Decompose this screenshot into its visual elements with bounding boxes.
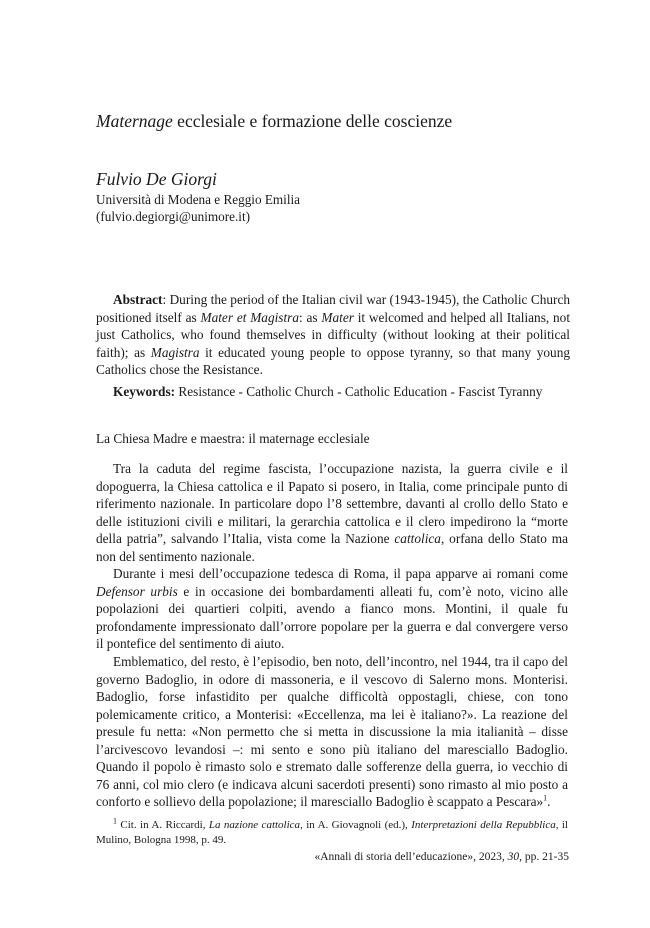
paragraph-2 [96,565,568,653]
abstract-text: : During the period of the Italian civil war (1943-1945), the Catholic Church positioned itself as [96,292,570,325]
footnote-text: Cit. in A. Riccardi, [117,819,209,831]
footnote-text: , in A. Giovagnoli (ed.), [300,819,412,831]
citation-volume: 30 [507,851,520,863]
abstract [96,291,570,379]
keywords-text: Resistance - Catholic Church - Catholic Education - Fascist Tyranny [175,384,543,399]
author-email: (fulvio.degiorgi@unimore.it) [96,209,251,224]
footnote-mark: 1 [113,816,117,826]
author-name: Fulvio De Giorgi [96,169,217,189]
author-affiliation: Università di Modena e Reggio Emilia [96,192,300,207]
abstract-text: : as [299,309,322,325]
title-rest: ecclesiale e formazione delle coscienze [172,111,453,131]
journal-citation [314,850,569,865]
abstract-italic: Magistra [150,344,200,360]
keywords-label: Keywords: [113,384,176,399]
paragraph-text: Tra la caduta del regime fascista, l’occupazione nazista, la guerra civile e il dopoguerra, la Chiesa cattolica e il Papato si posero, in Italia, come principale punto di riferimento nazionale. In particolare dopo l’8 settembre, davanti al crollo dello Stato e delle istituzioni civili e militari, la gerarchia cattolica e il clero impedirono la “morte della patria”, salvando l’Italia, vista come la Nazione [96,461,568,547]
footnote-text: , il Mulino, Bologna 1998, p. 49. [96,819,568,846]
footnote-italic: Interpretazioni della Repubblica [411,819,556,831]
paragraph-text: Durante i mesi dell’occupazione tedesca di Roma, il papa apparve ai romani come [113,566,568,582]
article-title [96,110,566,132]
paragraph-text: e in occasione dei bombardamenti alleati fu, com’è noto, vicino alle popolazioni dei quartieri colpiti, avendo a fianco mons. Montini, il quale fu profondamente impressionato dall’orrore popolare per la guerra e dal convergere verso il pontefice del sentimento di aiuto. [96,583,568,652]
paragraph-text: Emblematico, del resto, è l’episodio, ben noto, dell’incontro, nel 1944, tra il capo del governo Badoglio, in odore di massoneria, e il vescovo di Salerno mons. Monterisi. Badoglio, forse infastidito per qualche difficoltà oppostagli, chiese, con tono polemicamente critico, a Monterisi: «Eccellenza, ma lei è italiano?». La reazione del presule fu netta: «Non permetto che si metta in discussione la mia italianità – disse l’arcivescovo levandosi –: mi sento e sono più italiano del maresciallo Badoglio. Quando il popolo è rimasto solo e stremato dalle sofferenze della guerra, io vecchio di 76 anni, col mio clero (e indicava alcuni sacerdoti presenti) sono rimasto al mio posto a conforto e sollievo della popolazione; il maresciallo Badoglio è scappato a Pescara» [96,654,568,810]
abstract-text: it welcomed and helped all Italians, not just Catholics, who found themselves in difficulty (without looking at their political faith); as [96,309,571,360]
footnote [96,818,568,847]
citation-text: , pp. 21-35 [519,851,569,863]
body-text [96,460,568,811]
footnote-reference: 1 [543,793,548,803]
paragraph-text: , orfana dello Stato ma non del sentimento nazionale. [96,531,568,564]
keywords [113,383,573,401]
abstract-italic: Mater et Magistra [200,309,299,325]
section-heading: La Chiesa Madre e maestra: il maternage ecclesiale [96,431,370,446]
abstract-label: Abstract [113,292,163,307]
paragraph-1 [96,460,568,565]
title-italic-word: Maternage [96,111,173,131]
paragraph-italic: cattolica [394,531,441,547]
paragraph-text: . [547,794,551,810]
paragraph-italic: Defensor urbis [96,583,178,599]
abstract-text: it educated young people to oppose tyranny, so that many young Catholics chose the Resistance. [96,344,570,378]
paragraph-3 [96,653,568,811]
citation-text: «Annali di storia dell’educazione», 2023, [314,851,508,863]
footnote-italic: La nazione cattolica [208,819,301,831]
abstract-italic: Mater [321,309,354,325]
